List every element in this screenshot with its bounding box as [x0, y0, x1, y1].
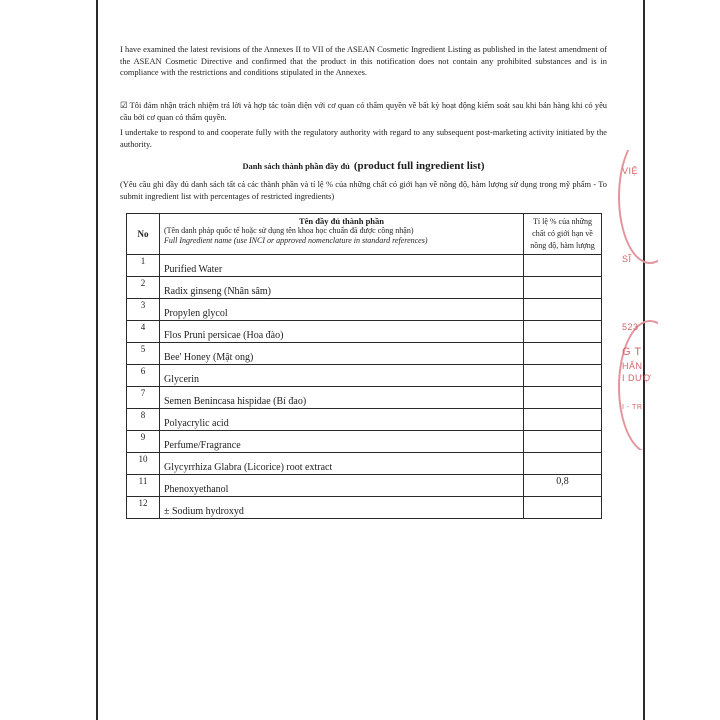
- row-number: 12: [127, 497, 160, 519]
- table-row: [127, 409, 602, 431]
- row-number: 4: [127, 321, 160, 343]
- table-row: [127, 475, 602, 497]
- ingredient-name: Polyacrylic acid: [160, 409, 524, 431]
- red-stamp: [618, 150, 658, 450]
- stamp-text-5: HẨN: [622, 361, 643, 371]
- declaration-paragraph-2: ☑ Tôi đảm nhận trách nhiệm trả lời và hợp tác toàn diện với cơ quan có thẩm quyền về bất kỳ hoạt động kiểm soát sau khi bán hàng khi có yêu cầu bởi cơ quan có thẩm quyền.: [120, 101, 607, 122]
- stamp-text-4: G T: [622, 346, 642, 358]
- header-ratio: Tỉ lệ % của những chất có giới hạn về nồng độ, hàm lượng: [524, 214, 602, 255]
- ingredient-name: Semen Benincasa hispidae (Bí đao): [160, 387, 524, 409]
- row-number: 10: [127, 453, 160, 475]
- row-number: 3: [127, 299, 160, 321]
- row-number: 6: [127, 365, 160, 387]
- table-row: [127, 255, 602, 277]
- ingredient-ratio: [524, 387, 602, 409]
- document-left-edge: [96, 0, 98, 720]
- ingredient-name: Propylen glycol: [160, 299, 524, 321]
- row-number: 5: [127, 343, 160, 365]
- stamp-text-6: I DƯỢ: [622, 373, 652, 383]
- row-number: 7: [127, 387, 160, 409]
- ingredient-list-heading: [120, 156, 607, 174]
- ingredient-ratio: [524, 299, 602, 321]
- table-row: [127, 497, 602, 519]
- ingredient-ratio: [524, 409, 602, 431]
- row-number: 1: [127, 255, 160, 277]
- table-row: [127, 277, 602, 299]
- ingredient-name: Phenoxyethanol: [160, 475, 524, 497]
- ingredient-ratio: [524, 365, 602, 387]
- ingredient-ratio: [524, 277, 602, 299]
- table-row: [127, 453, 602, 475]
- ingredient-name: Bee' Honey (Mật ong): [160, 343, 524, 365]
- table-header-row: [127, 214, 602, 255]
- ingredient-ratio: [524, 255, 602, 277]
- ingredient-name: ± Sodium hydroxyd: [160, 497, 524, 519]
- header-name-title: Tên đầy đủ thành phần: [298, 216, 385, 226]
- declaration-paragraph-3: I undertake to respond to and cooperate fully with the regulatory authority with regard to any subsequent post-marketing activity initiated by the authority.: [120, 128, 607, 149]
- header-name-desc-en: Full Ingredient name (use INCI or approved nomenclature in standard references): [164, 236, 428, 245]
- heading-vietnamese: Danh sách thành phần đầy đủ: [242, 162, 350, 171]
- table-row: [127, 321, 602, 343]
- stamp-text-7: I - TR: [622, 404, 643, 411]
- table-row: [127, 343, 602, 365]
- stamp-ring-bottom: [618, 320, 658, 450]
- row-number: 8: [127, 409, 160, 431]
- ingredient-ratio: [524, 343, 602, 365]
- ingredient-name: Radix ginseng (Nhân sâm): [160, 277, 524, 299]
- header-ingredient-name: [160, 214, 524, 255]
- ingredient-ratio: 0,8: [524, 475, 602, 497]
- ingredient-table: [126, 213, 602, 519]
- row-number: 9: [127, 431, 160, 453]
- table-row: [127, 365, 602, 387]
- ingredient-ratio: [524, 431, 602, 453]
- table-row: [127, 431, 602, 453]
- ingredient-ratio: [524, 321, 602, 343]
- ingredient-ratio: [524, 453, 602, 475]
- stamp-text-3: 523: [622, 322, 639, 332]
- ingredient-name: Glycerin: [160, 365, 524, 387]
- table-row: [127, 299, 602, 321]
- row-number: 11: [127, 475, 160, 497]
- table-row: [127, 387, 602, 409]
- heading-english: (product full ingredient list): [353, 160, 485, 172]
- stamp-text-2: SĨ: [622, 254, 632, 264]
- ingredient-name: Flos Pruni persicae (Hoa đào): [160, 321, 524, 343]
- stamp-text-1: VIỆ: [622, 166, 639, 176]
- header-no: No: [127, 214, 160, 255]
- declaration-paragraph-1: I have examined the latest revisions of the Annexes II to VII of the ASEAN Cosmetic Ingredient Listing as published in the latest amendment of the ASEAN Cosmetic Directive and confirmed that the product in this notification does not contain any prohibited substances and is in compliance with the restrictions and conditions stipulated in the Annexes.: [120, 45, 607, 77]
- row-number: 2: [127, 277, 160, 299]
- ingredient-name: Purified Water: [160, 255, 524, 277]
- ingredient-ratio: [524, 497, 602, 519]
- header-name-desc-vi: (Tên danh pháp quốc tế hoặc sử dụng tên khoa học chuẩn đã được công nhận): [164, 226, 414, 235]
- ingredient-name: Perfume/Fragrance: [160, 431, 524, 453]
- ingredient-list-instruction: (Yêu cầu ghi đầy đủ danh sách tất cả các thành phần và tỉ lệ % của những chất có giới hạn về nồng độ, hàm lượng sử dụng trong mỹ phẩm - To submit ingredient list with percentages of restricted ingredients): [120, 180, 607, 201]
- ingredient-name: Glycyrrhiza Glabra (Licorice) root extract: [160, 453, 524, 475]
